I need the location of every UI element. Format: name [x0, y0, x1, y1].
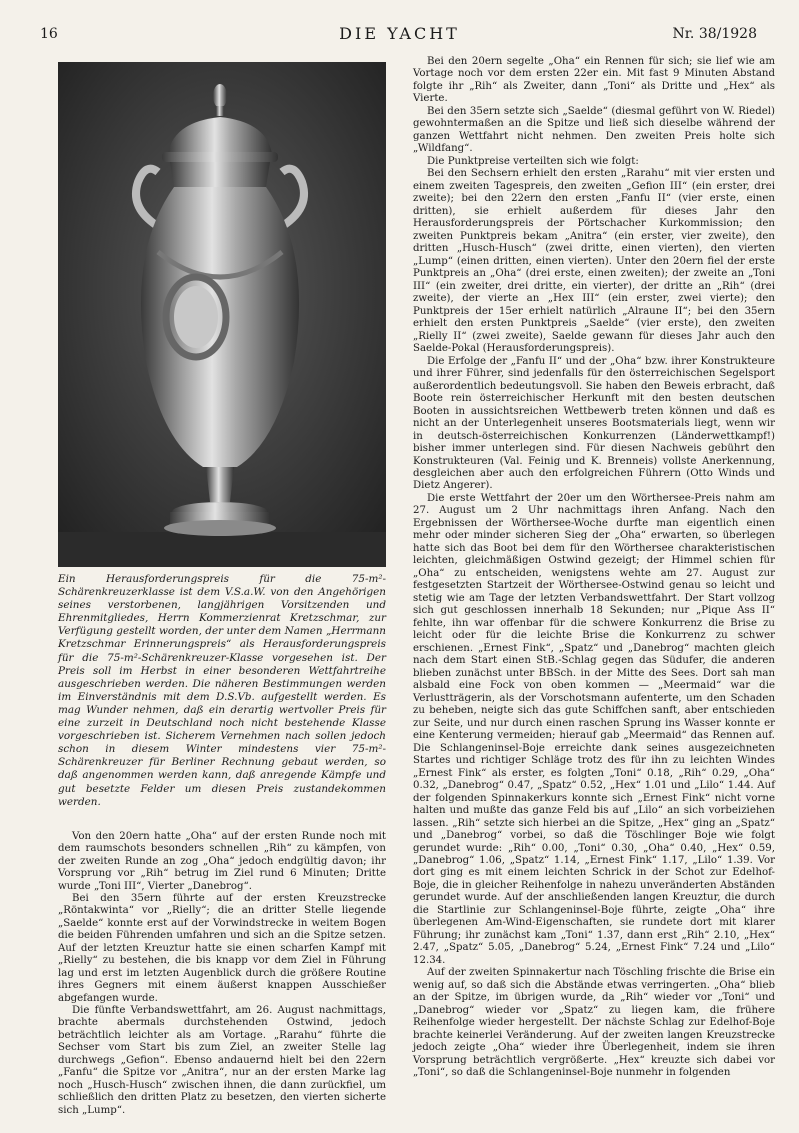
paragraph: Bei den Sechsern erhielt den ersten „Rarahu“ mit vier ersten und einem zweiten Tagespreis, den zweiten „Gefion III“ (ein erster, drei zweite); bei den 22ern den ersten „Fanfu II“ (vier erste, einen dritten), sie erhielt außerdem für dieses Jahr den Herausforderungspreis der Pörtschacher Kurkommission; den zweiten Punktpreis bekam „Anitra“ (ein erster, vier zweite), den dritten „Husch-Husch“ (zwei dritte, einen vierten), den vierten „Lump“ (einen dritten, einen vierten). Unter den 20ern fiel der erste Punktpreis an „Oha“ (drei erste, einen zweiten); der zweite an „Toni III“ (ein zweiter, drei dritte, ein vierter), der dritte an „Rih“ (drei zweite), der vierte an „Hex III“ (ein erster, zwei vierte); den Punktpreis der 15er erhielt natürlich „Alraune II“; bei den 35ern erhielt den ersten Punktpreis „Saelde“ (vier erste), den zweiten „Rielly II“ (zwei zweite), Saelde gewann für dieses Jahr auch den Saelde-Pokal (Herausforderungspreis). — [413, 168, 775, 355]
trophy-photo — [58, 62, 386, 567]
paragraph: Auf der zweiten Spinnakertur nach Töschling frischte die Brise ein wenig auf, so daß sich die Abstände etwas verringerten. „Oha“ blieb an der Spitze, im übrigen wurde, da „Rih“ wieder vor „Toni“ und „Danebrog“ wieder vor „Spatz“ zu liegen kam, die frühere Reihenfolge wieder hergestellt. Der nächste Schlag zur Edelhof-Boje brachte keinerlei Veränderung. Auf der zweiten langen Kreuzstrecke jedoch zeigte „Oha“ wieder ihre Überlegenheit, indem sie ihren Vorsprung beträchtlich vergrößerte. „Hex“ kreuzte sich dabei vor „Toni“, so daß die Schlangeninsel-Boje nunmehr in folgenden — [413, 967, 775, 1079]
left-column — [58, 62, 386, 1117]
figure-caption: Ein Herausforderungspreis für die 75-m²-Schärenkreuzerklasse ist dem V.S.a.W. von den Angehörigen seines verstorbenen, langjährigen Vorsitzenden und Ehrenmitgliedes, Herrn Kommerzienrat Kretzschmar, zur Verfügung gestellt worden, der unter dem Namen „Herrmann Kretzschmar Erinnerungspreis“ als Herausforderungspreis für die 75-m²-Schärenkreuzer-Klasse vorgesehen ist. Der Preis soll im Herbst in einer besonderen Wettfahrtreihe ausgeschrieben werden. Die näheren Bestimmungen werden im Einverständnis mit dem D.S.Vb. aufgestellt werden. Es mag Wunder nehmen, daß ein derartig wertvoller Preis für eine zurzeit in Deutschland noch nicht bestehende Klasse vorgeschrieben ist. Sicherem Vernehmen nach sollen jedoch schon in diesem Winter mindestens vier 75-m²-Schärenkreuzer für Berliner Rechnung gebaut werden, so daß angenommen werden kann, daß anregende Kämpfe und gut besetzte Felder um diesen Preis zustandekommen werden. — [58, 573, 386, 808]
magazine-title: DIE YACHT — [339, 24, 460, 43]
paragraph: Die Punktpreise verteilten sich wie folgt: — [427, 155, 639, 167]
paragraph: Die erste Wettfahrt der 20er um den Wörthersee-Preis nahm am 27. August um 2 Uhr nachmittags ihren Anfang. Nach den Ergebnissen der Wörthersee-Woche durfte man eigentlich einen mehr oder minder sicheren Sieg der „Oha“ erwarten, so überlegen hatte sich das Boot bei dem für den Wörthersee charakteristischen leichten, gleichmäßigen Ostwind gezeigt; der Himmel schien für „Oha“ zu entscheiden, wenigstens wehte am 27. August zur festgesetzten Startzeit der Wörthersee-Ostwind genau so leicht und stetig wie am Tage der letzten Verbandswettfahrt. Der Start vollzog sich gut geschlossen innerhalb 18 Sekunden; nur „Pique Ass II“ fehlte, ihn war offenbar für die schwere Konkurrenz die Brise zu leicht oder für die leichte Brise die Konkurrenz zu schwer erschienen. „Ernest Fink“, „Spatz“ und „Danebrog“ machten gleich nach dem Start einen StB.-Schlag gegen das Südufer, die anderen blieben zunächst unter BBSch. in der Mitte des Sees. Dort sah man alsbald eine Fock von oben kommen — „Meermaid“ war die Verlustträgerin, als der Vorschotsmann aufenterte, um den Schaden zu beheben, neigte sich das gute Schiffchen sanft, aber entschieden zur Seite, und nur durch einen raschen Sprung ins Wasser konnte er eine Kenterung vermeiden; hierauf gab „Meermaid“ das Rennen auf. Die Schlangeninsel-Boje erreichte dank seines ausgezeichneten Startes und richtiger Schläge trotz des für ihn zu leichten Windes „Ernest Fink“ als erster, es folgten „Toni“ 0.18, „Rih“ 0.29, „Oha“ 0.32, „Danebrog“ 0.47, „Spatz“ 0.52, „Hex“ 1.01 und „Lilo“ 1.44. Auf der folgenden Spinnakerkurs konnte sich „Ernest Fink“ nicht vorne halten und mußte das ganze Feld bis auf „Lilo“ an sich vorbeiziehen lassen. „Rih“ setzte sich hierbei an die Spitze, „Hex“ ging an „Spatz“ und „Danebrog“ vorbei, so daß die Töschlinger Boje wie folgt gerundet wurde: „Rih“ 0.00, „Toni“ 0.30, „Oha“ 0.40, „Hex“ 0.59, „Danebrog“ 1.06, „Spatz“ 1.14, „Ernest Fink“ 1.17, „Lilo“ 1.39. Vor dort ging es mit einem leichten Schrick in der Schot zur Edelhof-Boje, die in gleicher Reihenfolge in nahezu unveränderten Abständen gerundet wurde. Auf der anschließenden langen Kreuztur, die durch die Startlinie zur Schlangeninsel-Boje führte, zeigte „Oha“ ihre überlegenen Am-Wind-Eigenschaften, sie rundete dort mit klarer Führung; ihr zunächst kam „Toni“ 1.37, dann erst „Rih“ 2.10, „Hex“ 2.47, „Spatz“ 5.05, „Danebrog“ 5.24, „Ernest Fink“ 7.24 und „Lilo“ 12.34. — [413, 492, 775, 966]
right-column — [413, 56, 775, 1080]
issue-number: Nr. 38/1928 — [672, 26, 757, 42]
paragraph: Die fünfte Verbandswettfahrt, am 26. August nachmittags, brachte abermals durchstehenden Ostwind, jedoch beträchtlich leichter als am Vortage. „Rarahu“ führte die Sechser vom Start bis zum Ziel, an zweiter Stelle lag durchwegs „Gefion“. Ebenso andauernd hielt bei den 22ern „Fanfu“ die Spitze vor „Anitra“, nur an der ersten Marke lag noch „Husch-Husch“ zwischen ihnen, die dann zurückfiel, um schließlich den dritten Platz zu besetzen, den vierten sicherte sich „Lump“. — [58, 1005, 386, 1116]
paragraph: Von den 20ern hatte „Oha“ auf der ersten Runde noch mit dem raumschots besonders schnellen „Rih“ zu kämpfen, von der zweiten Runde an zog „Oha“ jedoch endgültig davon; ihr Vorsprung vor „Rih“ betrug im Ziel rund 6 Minuten; Dritte wurde „Toni III“, Vierter „Danebrog“. — [58, 830, 386, 892]
trophy-vase-illustration — [58, 62, 386, 567]
paragraph: Bei den 35ern führte auf der ersten Kreuzstrecke „Röntakwinta“ vor „Rielly“; die an dritter Stelle liegende „Saelde“ konnte erst auf der Vorwindstrecke in weitem Bogen die beiden Führenden umfahren und sich an die Spitze setzen. Auf der letzten Kreuztur hatte sie einen scharfen Kampf mit „Rielly“ zu bestehen, die bis knapp vor dem Ziel in Führung lag und erst im letzten Augenblick durch die größere Routine ihres Gegners mit einem äußerst knappen Ausschießer abgefangen wurde. — [58, 892, 386, 1004]
paragraph: Bei den 20ern segelte „Oha“ ein Rennen für sich; sie lief wie am Vortage noch vor dem ersten 22er ein. Mit fast 9 Minuten Abstand folgte ihr „Rih“ als Zweiter, dann „Toni“ als Dritte und „Hex“ als Vierte. — [413, 56, 775, 105]
paragraph: Bei den 35ern setzte sich „Saelde“ (diesmal geführt von W. Riedel) gewohntermaßen an die Spitze und ließ sich dieselbe während der ganzen Wettfahrt nicht nehmen. Den zweiten Preis holte sich „Wildfang“. — [413, 105, 775, 155]
page-header — [0, 24, 799, 46]
paragraph: Die Erfolge der „Fanfu II“ und der „Oha“ bzw. ihrer Konstrukteure und ihrer Führer, sind jedenfalls für den österreichischen Segelsport außerordentlich bedeutungsvoll. Sie haben den Beweis erbracht, daß Boote rein österreichischer Herkunft mit den besten deutschen Booten in aussichtsreichen Wettbewerb treten können und daß es nicht an der Unterlegenheit unseres Bootsmaterials liegt, wenn wir in deutsch-österreichischen Konkurrenzen (Länderwettkampf!) bisher immer unterlegen sind. Für diesen Nachweis gebührt den Konstrukteuren (Val. Feinig und K. Brenneis) vollste Anerkennung, desgleichen aber auch den erfolgreichen Führern (Otto Winds und Dietz Angerer). — [413, 355, 775, 492]
left-body-text — [58, 831, 386, 1117]
page-number: 16 — [40, 26, 58, 42]
